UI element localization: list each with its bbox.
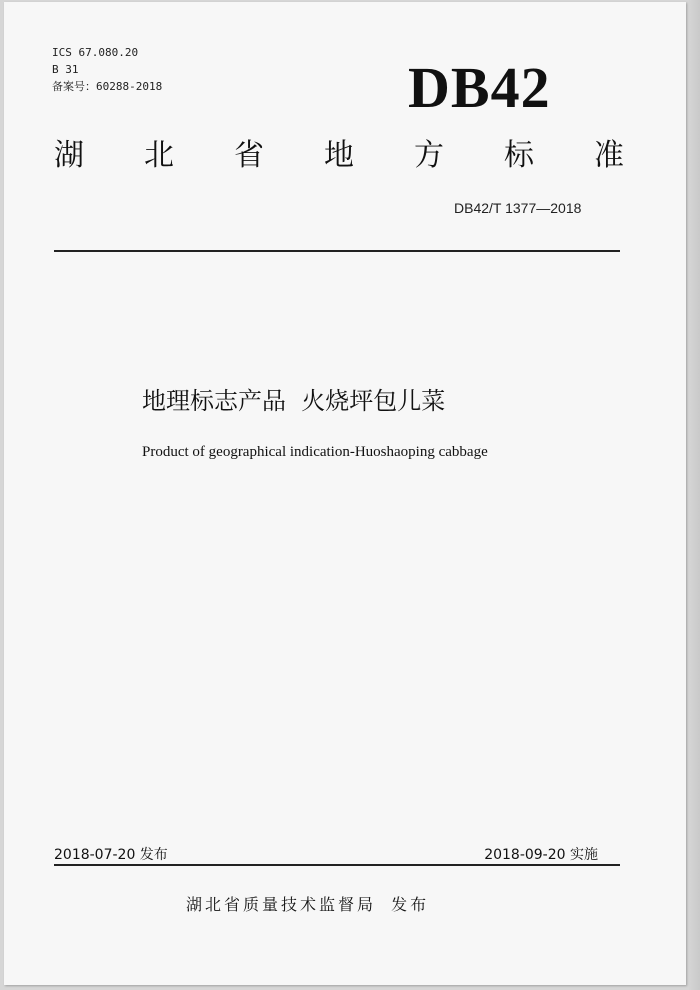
standard-type-char: 省 [234, 138, 264, 173]
standard-type-char: 准 [594, 138, 624, 173]
standard-type-char: 标 [504, 138, 534, 173]
standard-type-char: 地 [324, 138, 354, 173]
scanner-background-edge [688, 0, 700, 990]
ics-code: ICS 67.080.20 [52, 46, 139, 59]
document-page [4, 2, 686, 985]
issuing-authority [186, 892, 429, 915]
standard-type-title [54, 136, 624, 176]
db-code-logo: DB42 [408, 55, 551, 120]
standard-type-char: 北 [144, 138, 174, 173]
header-divider [54, 250, 620, 252]
implementation-date: 2018-09-20 实施 [484, 847, 598, 863]
standard-type-char: 湖 [54, 138, 84, 173]
classification-block [52, 44, 162, 95]
standard-number: DB42/T 1377—2018 [454, 200, 582, 216]
record-number: 备案号：60288-2018 [52, 80, 163, 93]
ccs-code: B 31 [52, 63, 79, 76]
issuer-name: 湖北省质量技术监督局 [186, 895, 377, 914]
issue-date: 2018-07-20 发布 [54, 847, 168, 863]
footer-divider [54, 864, 620, 866]
document-title-chinese: 地理标志产品 火烧坪包儿菜 [142, 387, 446, 415]
standard-type-char: 方 [414, 138, 444, 173]
issuer-action: 发布 [391, 895, 430, 914]
document-title-english: Product of geographical indication-Huoshaoping cabbage [142, 444, 488, 460]
